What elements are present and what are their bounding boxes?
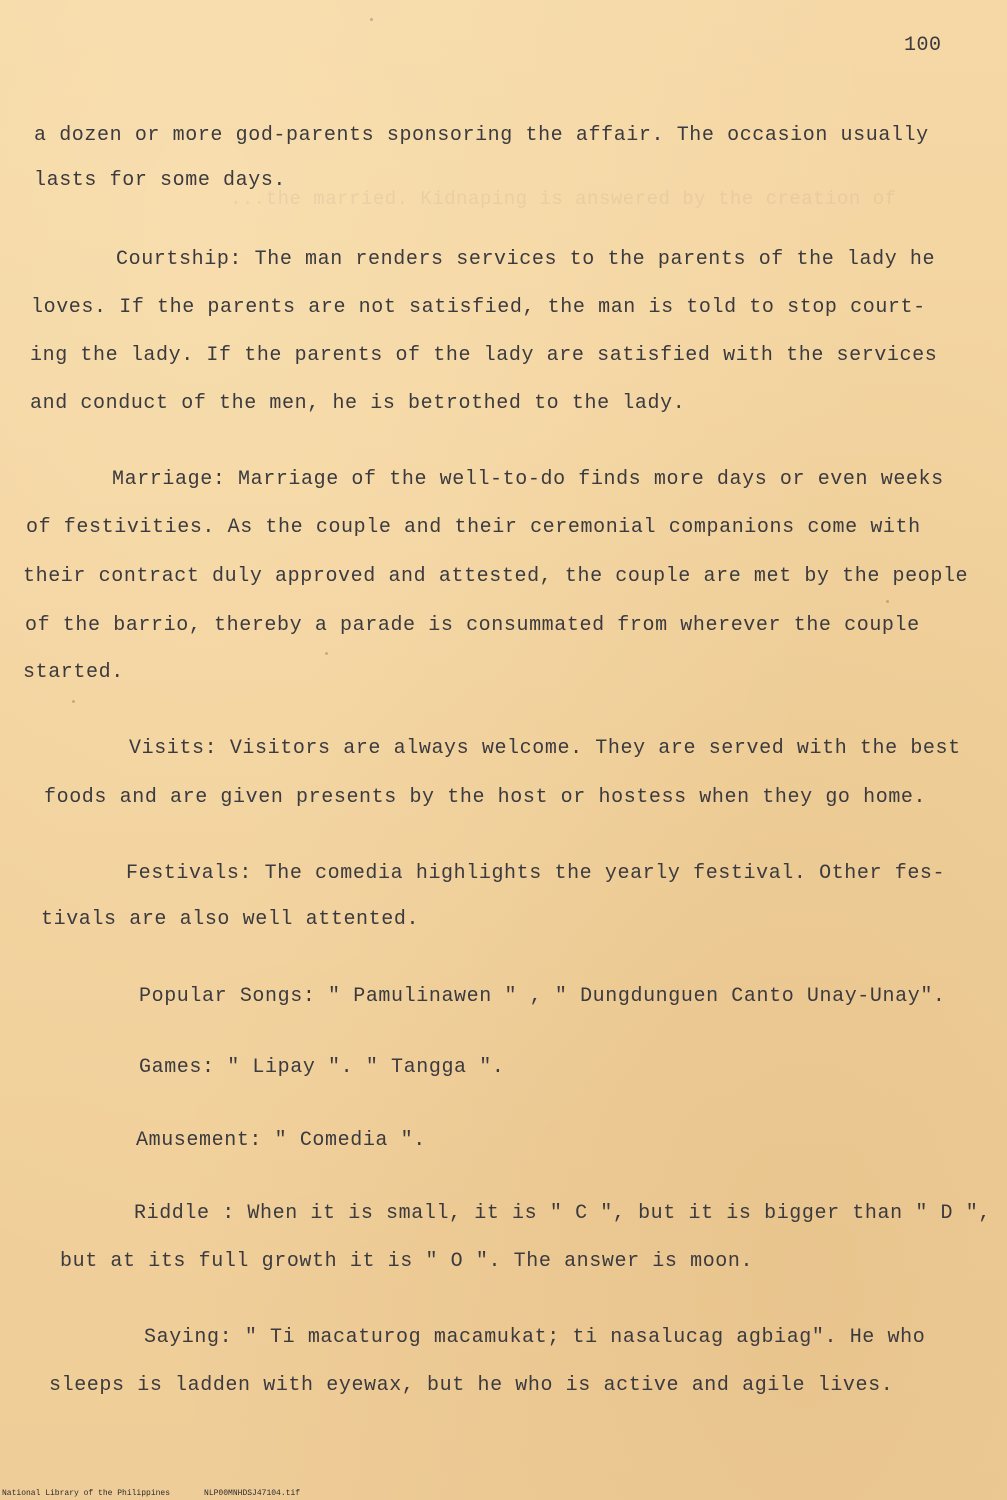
text-line: Riddle : When it is small, it is " C ", but it is bigger than " D ", [134,1202,991,1225]
paper-speck [370,18,373,21]
text-line: Amusement: " Comedia ". [136,1129,426,1152]
text-line: Saying: " Ti macaturog macamukat; ti nasalucag agbiag". He who [144,1326,926,1349]
bleed-through-text: ...the married. Kidnaping is answered by the creation of [230,188,897,210]
text-line: sleeps is ladden with eyewax, but he who is active and agile lives. [49,1374,894,1397]
text-line: of festivities. As the couple and their ceremonial companions come with [26,516,921,539]
text-line: tivals are also well attented. [41,908,420,931]
text-line: started. [23,661,124,684]
text-line: Games: " Lipay ". " Tangga ". [139,1056,505,1079]
text-line: Festivals: The comedia highlights the yearly festival. Other fes- [126,862,946,885]
text-line: of the barrio, thereby a parade is consummated from wherever the couple [25,614,920,637]
paper-speck [72,700,75,703]
footer-library: National Library of the Philippines [2,1489,171,1498]
text-line: foods and are given presents by the host or hostess when they go home. [44,786,927,809]
text-line: and conduct of the men, he is betrothed to the lady. [30,392,686,415]
text-line: Popular Songs: " Pamulinawen " , " Dungdunguen Canto Unay-Unay". [139,985,946,1008]
paper-speck [325,652,328,655]
text-line: loves. If the parents are not satisfied, the man is told to stop court- [31,296,926,319]
text-line: Visits: Visitors are always welcome. They are served with the best [129,737,961,760]
text-line: a dozen or more god-parents sponsoring the affair. The occasion usually [34,124,929,147]
text-line: lasts for some days. [34,169,287,192]
page-number: 100 [904,34,942,57]
paper-speck [886,600,889,603]
text-line: their contract duly approved and attested, the couple are met by the people [23,565,969,588]
text-line: ing the lady. If the parents of the lady are satisfied with the services [30,344,938,367]
text-line: Marriage: Marriage of the well-to-do finds more days or even weeks [112,468,944,491]
text-line: but at its full growth it is " O ". The answer is moon. [60,1250,754,1273]
text-line: Courtship: The man renders services to the parents of the lady he [116,248,936,271]
footer [2,1489,334,1499]
footer-filename: NLP00MNHDSJ47104.tif [204,1489,301,1498]
